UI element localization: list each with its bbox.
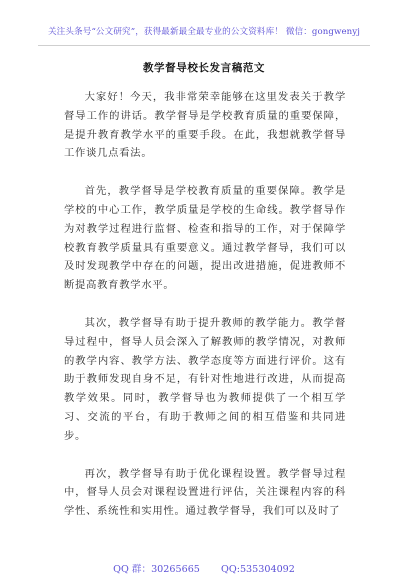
paragraph-second-point: 其次，教学督导有助于提升教师的教学能力。教学督导过程中，督导人员会深入了解教师的教学情况，对教师的教学内容、教学方法、教学态度等方面进行评价。这有助于教师发现自身不足，有针对性地进行改进，从而提高教学效果。同时，教学督导也为教师提供了一个相互学习、交流的平台，有助于教师之间的相互借鉴和共同进步。 [64,316,346,442]
footer-qq-group: QQ 群：30265665 [113,564,200,575]
footer-qq-number: QQ:535304092 [220,564,295,575]
document-body [64,88,346,540]
footer-contact [0,561,408,575]
header-banner: 关注头条号“公文研究”，获得最新最全最专业的公文资料库！ 微信：gongwenyj [47,27,361,37]
paragraph-first-point: 首先，教学督导是学校教育质量的重要保障。教学是学校的中心工作，教学质量是学校的生命线。教学督导作为对教学过程进行监督、检查和指导的工作，对于保障学校教育教学质量具有重要意义。通过教学督导，我们可以及时发现教学中存在的问题，提出改进措施，促进教师不断提高教育教学水平。 [64,185,346,292]
document-title: 教学督导校长发言稿范文 [142,62,266,74]
paragraph-greeting: 大家好！今天，我非常荣幸能够在这里发表关于教学督导工作的讲话。教学督导是学校教育质量的重要保障，是提升教育教学水平的重要手段。在此，我想就教学督导工作谈几点看法。 [64,91,346,160]
header-divider [38,45,370,46]
paragraph-third-point: 再次，教学督导有助于优化课程设置。教学督导过程中，督导人员会对课程设置进行评估，关注课程内容的科学性、系统性和实用性。通过教学督导，我们可以及时了 [64,467,346,518]
